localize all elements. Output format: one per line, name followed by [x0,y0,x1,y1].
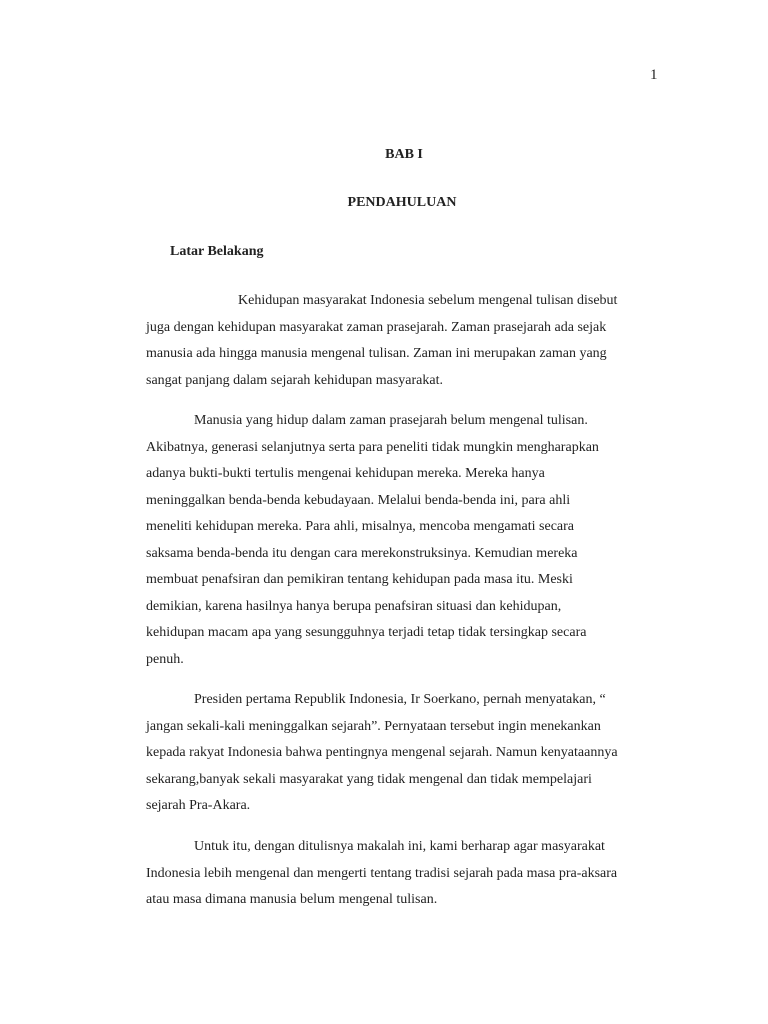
chapter-label: BAB I [385,147,423,162]
paragraph-line: juga dengan kehidupan masyarakat zaman prasejarah. Zaman prasejarah ada sejak [146,319,607,335]
chapter-title: PENDAHULUAN [347,195,457,210]
paragraph-line: membuat penafsiran dan pemikiran tentang kehidupan pada masa itu. Meski [146,572,573,587]
paragraph [146,687,686,820]
paragraph-line: sejarah Pra-Akara. [146,798,251,813]
paragraph-line: kepada rakyat Indonesia bahwa pentingnya mengenal sejarah. Namun kenyataannya [146,745,618,760]
page-number: 1 [650,67,658,83]
paragraph-line: Manusia yang hidup dalam zaman prasejarah belum mengenal tulisan. [194,413,588,428]
section-heading: Latar Belakang [170,244,264,259]
paragraph-line: Indonesia lebih mengenal dan mengerti tentang tradisi sejarah pada masa pra-aksara [146,865,618,881]
paragraph-line: meneliti kehidupan mereka. Para ahli, misalnya, mencoba mengamati secara [146,519,574,534]
paragraph-line: kehidupan macam apa yang sesungguhnya terjadi tetap tidak tersingkap secara [146,625,587,640]
paragraph-line: Presiden pertama Republik Indonesia, Ir Soerkano, pernah menyatakan, “ [194,692,606,707]
paragraph-line: penuh. [146,651,184,667]
paragraph-line: atau masa dimana manusia belum mengenal tulisan. [146,892,438,907]
paragraph-line: sekarang,banyak sekali masyarakat yang tidak mengenal dan tidak mempelajari [146,771,592,787]
paragraph [146,408,686,673]
paragraph-line: manusia ada hingga manusia mengenal tulisan. Zaman ini merupakan zaman yang [146,346,607,361]
paragraph-line: saksama benda-benda itu dengan cara merekonstruksinya. Kemudian mereka [146,545,578,561]
paragraph-line: demikian, karena hasilnya hanya berupa penafsiran situasi dan kehidupan, [146,598,562,614]
paragraph [146,834,686,914]
paragraph-line: Akibatnya, generasi selanjutnya serta para peneliti tidak mungkin mengharapkan [146,439,599,455]
paragraph-line: jangan sekali-kali meninggalkan sejarah”. Pernyataan tersebut ingin menekankan [146,718,601,734]
paragraph-line: Kehidupan masyarakat Indonesia sebelum mengenal tulisan disebut [238,293,618,308]
paragraph-line: sangat panjang dalam sejarah kehidupan masyarakat. [146,372,443,388]
paragraph-line: meninggalkan benda-benda kebudayaan. Melalui benda-benda ini, para ahli [146,492,571,508]
paragraph-line: adanya bukti-bukti tertulis mengenai kehidupan mereka. Mereka hanya [146,466,545,481]
paragraph [146,288,686,394]
paragraph-line: Untuk itu, dengan ditulisnya makalah ini, kami berharap agar masyarakat [194,839,605,854]
